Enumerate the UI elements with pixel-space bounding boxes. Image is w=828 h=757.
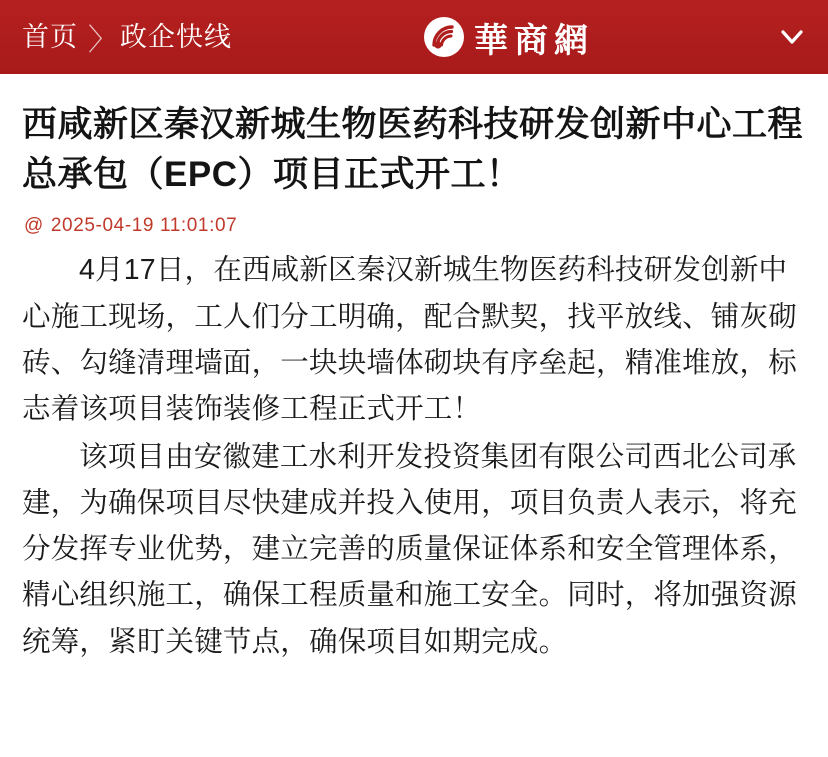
publish-timestamp: 2025-04-19 11:01:07 [50, 215, 238, 237]
site-logo-text: 華商網 [474, 22, 594, 60]
article-meta [24, 215, 806, 237]
article-paragraph: 该项目由安徽建工水利开发投资集团有限公司西北公司承建，为确保项目尽快建成并投入使用，项目负责人表示，将充分发挥专业优势，建立完善的质量保证体系和安全管理体系，精心组织施工，确保工程质量和施工安全。同时，将加强资源统筹，紧盯关键节点，确保项目如期完成。 [22, 441, 797, 658]
chevron-down-icon[interactable] [774, 19, 810, 55]
article-container [0, 74, 828, 665]
at-symbol-icon: @ [24, 215, 44, 237]
wifi-signal-icon [422, 15, 466, 59]
article-body [22, 247, 806, 664]
site-logo[interactable] [242, 13, 774, 62]
top-navigation-bar [0, 0, 828, 74]
page-title: 西咸新区秦汉新城生物医药科技研发创新中心工程总承包（EPC）项目正式开工！ [22, 105, 804, 194]
article-paragraph: 4月17日，在西咸新区秦汉新城生物医药科技研发创新中心施工现场，工人们分工明确，配合默契，找平放线、铺灰砌砖、勾缝清理墙面，一块块墙体砌块有序垒起，精准堆放，标志着该项目装饰装修工程正式开工！ [22, 254, 797, 425]
nav-home-button[interactable]: 首页 [22, 21, 78, 52]
nav-channel-label[interactable]: 政企快线 [120, 21, 232, 52]
breadcrumb-separator: 〉 [88, 24, 118, 57]
